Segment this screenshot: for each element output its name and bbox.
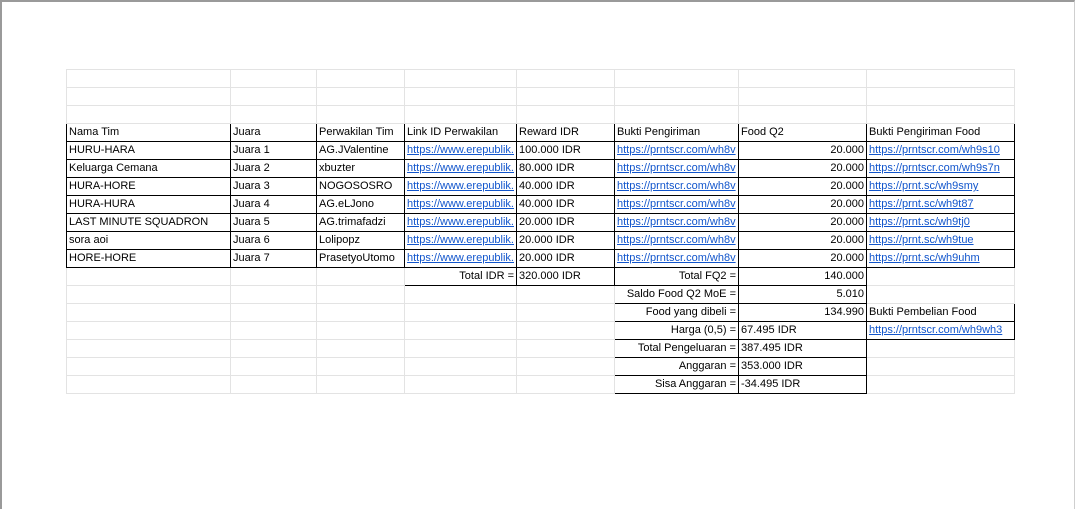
header-cell: Link ID Perwakilan <box>405 124 517 142</box>
price-value: 67.495 IDR <box>739 322 867 340</box>
purchase-proof-link[interactable]: https://prntscr.com/wh9wh3 <box>869 324 1003 336</box>
header-cell: Reward IDR <box>517 124 615 142</box>
budget-value: 353.000 IDR <box>739 358 867 376</box>
representative-link[interactable]: https://www.erepublik. <box>407 216 514 228</box>
rank-cell: Juara 3 <box>231 178 317 196</box>
total-expense-label: Total Pengeluaran = <box>615 340 739 358</box>
representative-cell: AG.JValentine <box>317 142 405 160</box>
header-cell: Perwakilan Tim <box>317 124 405 142</box>
representative-link[interactable]: https://www.erepublik. <box>407 252 514 264</box>
team-name-cell: HORE-HORE <box>67 250 231 268</box>
food-proof-link[interactable]: https://prnt.sc/wh9tj0 <box>869 216 970 228</box>
rank-cell: Juara 7 <box>231 250 317 268</box>
header-cell: Juara <box>231 124 317 142</box>
spreadsheet-table <box>66 69 1015 394</box>
remaining-budget-label: Sisa Anggaran = <box>615 376 739 394</box>
representative-link[interactable]: https://www.erepublik. <box>407 198 514 210</box>
table-row <box>67 160 1015 178</box>
rank-cell: Juara 6 <box>231 232 317 250</box>
shipping-proof-link[interactable]: https://prntscr.com/wh8v <box>617 180 736 192</box>
representative-link[interactable]: https://www.erepublik. <box>407 234 514 246</box>
header-row <box>67 124 1015 142</box>
anggaran-row <box>67 358 1015 376</box>
reward-cell: 100.000 IDR <box>517 142 615 160</box>
reward-cell: 80.000 IDR <box>517 160 615 178</box>
team-name-cell: sora aoi <box>67 232 231 250</box>
shipping-proof-link[interactable]: https://prntscr.com/wh8v <box>617 198 736 210</box>
rank-cell: Juara 2 <box>231 160 317 178</box>
food-q2-cell: 20.000 <box>739 160 867 178</box>
shipping-proof-link[interactable]: https://prntscr.com/wh8v <box>617 162 736 174</box>
food-proof-link[interactable]: https://prnt.sc/wh9t87 <box>869 198 974 210</box>
rank-cell: Juara 1 <box>231 142 317 160</box>
representative-cell: AG.trimafadzi <box>317 214 405 232</box>
food-q2-cell: 20.000 <box>739 214 867 232</box>
table-row <box>67 142 1015 160</box>
reward-cell: 40.000 IDR <box>517 196 615 214</box>
total-idr-value: 320.000 IDR <box>517 268 615 286</box>
representative-link[interactable]: https://www.erepublik. <box>407 144 514 156</box>
total-expense-value: 387.495 IDR <box>739 340 867 358</box>
table-row <box>67 232 1015 250</box>
team-name-cell: HURU-HARA <box>67 142 231 160</box>
saldo-row <box>67 286 1015 304</box>
header-cell: Bukti Pengiriman Food <box>867 124 1015 142</box>
saldo-value: 5.010 <box>739 286 867 304</box>
dibeli-row <box>67 304 1015 322</box>
shipping-proof-link[interactable]: https://prntscr.com/wh8v <box>617 234 736 246</box>
total-fq2-label: Total FQ2 = <box>615 268 739 286</box>
reward-cell: 20.000 IDR <box>517 250 615 268</box>
food-proof-link[interactable]: https://prntscr.com/wh9s7n <box>869 162 1000 174</box>
table-row <box>67 250 1015 268</box>
sisa-row <box>67 376 1015 394</box>
purchase-proof-label: Bukti Pembelian Food <box>867 304 1015 322</box>
representative-link[interactable]: https://www.erepublik. <box>407 180 514 192</box>
representative-cell: Lolipopz <box>317 232 405 250</box>
shipping-proof-link[interactable]: https://prntscr.com/wh8v <box>617 144 736 156</box>
representative-link[interactable]: https://www.erepublik. <box>407 162 514 174</box>
harga-row <box>67 322 1015 340</box>
table-row <box>67 196 1015 214</box>
reward-cell: 20.000 IDR <box>517 214 615 232</box>
rank-cell: Juara 4 <box>231 196 317 214</box>
rank-cell: Juara 5 <box>231 214 317 232</box>
totals-row <box>67 268 1015 286</box>
pengeluaran-row <box>67 340 1015 358</box>
food-purchased-value: 134.990 <box>739 304 867 322</box>
food-q2-cell: 20.000 <box>739 142 867 160</box>
total-fq2-value: 140.000 <box>739 268 867 286</box>
reward-cell: 20.000 IDR <box>517 232 615 250</box>
representative-cell: NOGOSOSRO <box>317 178 405 196</box>
food-q2-cell: 20.000 <box>739 250 867 268</box>
table-row <box>67 214 1015 232</box>
table-row <box>67 178 1015 196</box>
header-cell: Bukti Pengiriman <box>615 124 739 142</box>
food-q2-cell: 20.000 <box>739 178 867 196</box>
representative-cell: AG.eLJono <box>317 196 405 214</box>
shipping-proof-link[interactable]: https://prntscr.com/wh8v <box>617 216 736 228</box>
remaining-budget-value: -34.495 IDR <box>739 376 867 394</box>
header-cell: Nama Tim <box>67 124 231 142</box>
food-q2-cell: 20.000 <box>739 232 867 250</box>
team-name-cell: Keluarga Cemana <box>67 160 231 178</box>
food-proof-link[interactable]: https://prntscr.com/wh9s10 <box>869 144 1000 156</box>
total-idr-label: Total IDR = <box>405 268 517 286</box>
reward-cell: 40.000 IDR <box>517 178 615 196</box>
shipping-proof-link[interactable]: https://prntscr.com/wh8v <box>617 252 736 264</box>
food-proof-link[interactable]: https://prnt.sc/wh9uhm <box>869 252 980 264</box>
team-name-cell: LAST MINUTE SQUADRON <box>67 214 231 232</box>
representative-cell: PrasetyoUtomo <box>317 250 405 268</box>
team-name-cell: HURA-HURA <box>67 196 231 214</box>
budget-label: Anggaran = <box>615 358 739 376</box>
food-proof-link[interactable]: https://prnt.sc/wh9tue <box>869 234 974 246</box>
team-name-cell: HURA-HORE <box>67 178 231 196</box>
food-purchased-label: Food yang dibeli = <box>615 304 739 322</box>
food-proof-link[interactable]: https://prnt.sc/wh9smy <box>869 180 979 192</box>
header-cell: Food Q2 <box>739 124 867 142</box>
price-label: Harga (0,5) = <box>615 322 739 340</box>
food-q2-cell: 20.000 <box>739 196 867 214</box>
representative-cell: xbuzter <box>317 160 405 178</box>
saldo-label: Saldo Food Q2 MoE = <box>615 286 739 304</box>
